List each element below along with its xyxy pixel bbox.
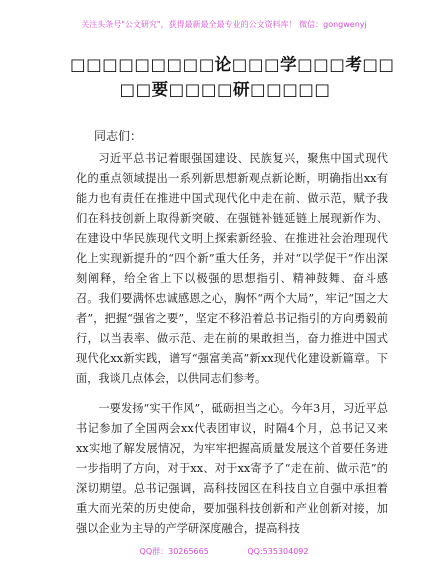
footer-qq-number: QQ:535304092 (247, 547, 309, 556)
paragraph-1: 习近平总书记着眼强国建设、民族复兴，聚焦中国式现代化的重点领域提出一系列新思想新观点新论断，明确指出xx有能力也有责任在推进中国式现代化中走在前、做示范，赋予我们在科技创新上取得新突破、在强链补链延链上展现新作为、在建设中华民族现代文明上探索新经验、在推进社会治理现代化上实现新提升的“四个新”重大任务，并对“以学促干”作出深刻阐释，给全省上下以极强的思想指引、精神鼓舞、奋斗感召。我们要满怀忠诚感恩之心，胸怀“两个大局”，牢记“国之大者”，把握“强省之要”，坚定不移沿着总书记指引的方向勇毅前行，以当表率、做示范、走在前的果敢担当，奋力推进中国式现代化xx新实践，谱写“强富美高”新xx现代化建设新篇章。下面，我谈几点体会，以供同志们参考。 (76, 152, 388, 385)
document-body (76, 149, 388, 539)
footer-qq-group: QQ群：30265665 (139, 547, 209, 556)
title-line-1: □□□□□□□□□论□□□学□□□考□□ (70, 55, 395, 74)
header-banner: 关注头条号"公文研究"，获得最新最全最专业的公文资料库！ 微信：gongwenyj (81, 20, 367, 29)
paragraph-2: 一要发扬“实干作风”，砥砺担当之心。今年3月，习近平总书记参加了全国两会xx代表团审议，时隔4个月，总书记又来xx实地了解发展情况，为牢牢把握高质量发展这个首要任务进一步指明了方向，对于xx、对于xx寄予了“走在前、做示范”的深切期望。总书记强调，高科技园区在科技自立自强中承担着重大而光荣的历史使命，要加强科技创新和产业创新对接，加强以企业为主导的产学研深度融合，提高科技 (76, 402, 388, 535)
title-line-2: □□要□□□□研□□□□□ (119, 80, 331, 99)
footer-contact (0, 547, 448, 557)
salutation: 同志们： (94, 129, 143, 143)
page-title (70, 52, 395, 102)
